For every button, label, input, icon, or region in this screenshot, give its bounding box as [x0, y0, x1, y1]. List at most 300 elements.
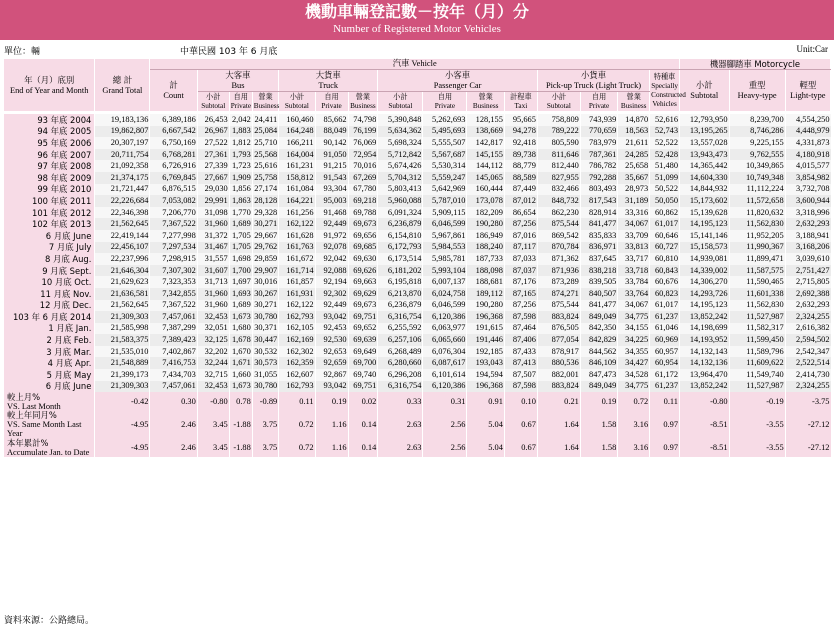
table-cell: 811,646 — [537, 149, 580, 161]
table-cell: 0.67 — [504, 438, 537, 457]
table-cell: 30,780 — [254, 381, 278, 391]
car-business-header: 營業 Business — [467, 92, 504, 113]
table-cell: 6,046,599 — [423, 218, 467, 230]
table-cell: 7,367,522 — [150, 218, 197, 230]
table-cell: 69,626 — [348, 265, 378, 277]
table-cell: 87,464 — [504, 323, 537, 335]
table-cell: 1,723 — [229, 160, 252, 172]
table-cell: 52,743 — [650, 126, 680, 138]
table-cell: 32,244 — [197, 357, 229, 369]
truck-business-header: 營業 Business — [348, 92, 378, 113]
table-cell: 145,065 — [467, 172, 504, 184]
table-cell: 34,155 — [618, 323, 650, 335]
table-cell: 191,446 — [467, 334, 504, 346]
table-cell: 6,087,617 — [423, 357, 467, 369]
table-cell: 92,867 — [315, 369, 348, 381]
table-cell: 1.58 — [580, 411, 617, 438]
table-row — [4, 160, 831, 172]
table-cell: 2,632,293 — [785, 218, 830, 230]
table-cell: 21,535,010 — [95, 346, 150, 358]
table-cell: 24,411 — [252, 113, 278, 126]
table-cell: 0.31 — [423, 392, 467, 411]
table-cell: 194,594 — [467, 369, 504, 381]
table-cell: 743,939 — [580, 113, 617, 126]
table-cell: 5.04 — [467, 438, 504, 457]
table-cell: 87,507 — [504, 369, 537, 381]
table-cell: 19,183,136 — [95, 113, 150, 126]
table-cell: 69,652 — [348, 323, 378, 335]
table-cell: 5,555,507 — [423, 137, 467, 149]
light-header: 輕型 Light-type — [785, 70, 830, 113]
table-cell: 832,466 — [537, 184, 580, 196]
table-cell: 29,667 — [254, 230, 278, 240]
table-cell: -8.51 — [680, 438, 730, 457]
table-cell: 69,685 — [348, 242, 378, 254]
table-row — [4, 276, 831, 288]
pickup-header: 小貨車 Pick-up Truck (Light Truck) — [537, 70, 649, 92]
table-cell: 8,239,700 — [729, 113, 785, 126]
table-cell: 69,639 — [348, 334, 378, 346]
table-cell: 880,536 — [537, 357, 580, 369]
table-cell: 160,460 — [279, 113, 315, 126]
table-cell: 87,449 — [504, 184, 537, 196]
table-cell: 1,705 — [229, 230, 252, 242]
table-cell: 30,573 — [254, 358, 278, 368]
table-cell: 76,069 — [348, 137, 378, 149]
table-cell: 92,302 — [315, 288, 348, 300]
table-cell: 162,105 — [279, 323, 315, 335]
table-cell: 128,155 — [467, 113, 504, 126]
table-cell: 60,862 — [650, 207, 680, 219]
table-cell: 11,582,317 — [729, 323, 785, 335]
table-cell: 13,852,242 — [680, 311, 730, 323]
table-cell: 87,165 — [504, 288, 537, 300]
table-cell: 188,240 — [467, 242, 504, 254]
bus-header: 大客車 Bus — [197, 70, 278, 92]
table-cell: 1,700 — [229, 265, 252, 277]
table-cell: 11,527,987 — [729, 381, 785, 393]
table-cell: 94,278 — [504, 126, 537, 138]
table-cell: 31,372 — [197, 230, 229, 242]
table-cell: 164,248 — [279, 126, 315, 138]
table-cell: 193,043 — [467, 357, 504, 369]
table-cell: 30,271 — [254, 219, 278, 229]
truck-private-header: 自用 Private — [315, 92, 348, 113]
table-cell: 792,288 — [580, 172, 617, 184]
table-cell: 6,316,754 — [378, 311, 423, 323]
table-cell: 840,507 — [580, 288, 617, 300]
table-cell: -0.89 — [252, 392, 278, 411]
table-cell: 27,174 — [254, 184, 278, 194]
table-cell: 836,971 — [580, 242, 617, 254]
table-cell: 3,854,982 — [785, 172, 830, 184]
table-cell: 15,173,602 — [680, 195, 730, 207]
table-cell: 2,414,730 — [785, 369, 830, 381]
table-cell: 11,572,658 — [729, 195, 785, 207]
table-cell: 52,428 — [650, 149, 680, 161]
table-cell: 2.46 — [150, 438, 197, 457]
table-cell: 5,984,553 — [423, 242, 467, 254]
table-cell: 4,448,979 — [785, 126, 830, 138]
table-cell: 29,762 — [254, 242, 278, 252]
table-cell: 841,477 — [580, 300, 617, 312]
table-cell: 69,700 — [348, 357, 378, 369]
table-cell: 50,522 — [650, 184, 680, 196]
bus-private-header: 自用 Private — [229, 92, 252, 113]
table-cell: 91,543 — [315, 172, 348, 184]
table-cell: 835,833 — [580, 230, 617, 242]
table-row — [4, 184, 831, 196]
table-cell: 161,628 — [279, 230, 315, 242]
table-cell: 5,559,247 — [423, 172, 467, 184]
table-cell: 93,304 — [315, 184, 348, 196]
table-cell: 0.97 — [650, 411, 680, 438]
table-cell: 3,732,708 — [785, 184, 830, 196]
table-cell: 92,042 — [315, 253, 348, 265]
table-cell: 33,717 — [618, 253, 650, 265]
table-cell: 92,659 — [315, 357, 348, 369]
table-cell: 76,199 — [348, 126, 378, 138]
table-cell: 7,307,302 — [150, 265, 197, 277]
row-label — [4, 438, 95, 457]
table-cell: 92,653 — [315, 346, 348, 358]
table-cell: 69,663 — [348, 276, 378, 288]
table-cell: 67,269 — [348, 172, 378, 184]
table-cell: 7,053,082 — [150, 195, 197, 207]
table-cell: 0.02 — [348, 392, 378, 411]
table-cell: 92,088 — [315, 265, 348, 277]
table-cell: 1,856 — [229, 184, 252, 196]
table-row — [4, 253, 831, 265]
table-cell: 52,616 — [650, 113, 680, 126]
table-cell: 29,328 — [254, 207, 278, 217]
car-private-header: 自用 Private — [423, 92, 467, 113]
table-cell: 5.04 — [467, 411, 504, 438]
table-cell: 7,323,353 — [150, 276, 197, 288]
table-cell: 161,931 — [279, 288, 315, 300]
table-cell: 61,017 — [650, 300, 680, 312]
table-cell: 31,713 — [197, 276, 229, 288]
table-cell: 11,609,622 — [729, 357, 785, 369]
table-cell: 6,173,514 — [378, 253, 423, 265]
table-cell: 34,225 — [618, 334, 650, 346]
table-cell: 11,549,740 — [729, 369, 785, 381]
table-cell: 1,670 — [229, 346, 252, 358]
table-cell: 6,172,793 — [378, 242, 423, 254]
table-cell: 19,862,807 — [95, 126, 150, 138]
table-cell: 5,567,687 — [423, 149, 467, 161]
table-cell: 25,084 — [254, 126, 278, 136]
table-cell: 3.75 — [252, 411, 278, 438]
table-row — [4, 172, 831, 184]
table-cell: 5,960,088 — [378, 195, 423, 207]
table-cell: 30,371 — [254, 323, 278, 333]
table-cell: 92,453 — [315, 323, 348, 335]
table-cell: 196,368 — [467, 381, 504, 393]
table-cell: 6,213,870 — [378, 288, 423, 300]
table-cell: 14,293,726 — [680, 288, 730, 300]
table-cell: 11,990,367 — [729, 242, 785, 254]
table-row — [4, 381, 831, 393]
unit-label: 單位：輛 — [4, 47, 41, 57]
table-cell: 189,112 — [467, 288, 504, 300]
table-cell: 15,141,146 — [680, 230, 730, 242]
table-cell: 162,169 — [279, 334, 315, 346]
table-cell: 33,316 — [618, 207, 650, 219]
table-cell: 32,125 — [197, 334, 229, 346]
table-cell: 22,419,144 — [95, 230, 150, 242]
table-cell: 138,669 — [467, 126, 504, 138]
table-cell: 15,158,573 — [680, 242, 730, 254]
table-cell: 758,809 — [537, 113, 580, 126]
table-cell: 87,598 — [504, 311, 537, 323]
table-cell: 2.46 — [150, 411, 197, 438]
row-label: 99 年底 2010 — [4, 184, 95, 196]
pickup-private-header: 自用 Private — [580, 92, 617, 113]
table-cell: 3.75 — [252, 438, 278, 457]
special-header: 特種車 Specially Constructed Vehicles — [650, 70, 680, 113]
table-cell: 1,689 — [229, 300, 252, 312]
table-row — [4, 137, 831, 149]
bus-subtotal-header: 小計 Subtotal — [197, 92, 229, 113]
row-label: 1 月底 Jan. — [4, 323, 95, 335]
table-cell: 1,680 — [229, 323, 252, 335]
table-row — [4, 323, 831, 335]
table-cell: 783,979 — [580, 137, 617, 149]
table-cell: 5,674,426 — [378, 160, 423, 172]
truck-subtotal-header: 小計 Subtotal — [279, 92, 315, 113]
table-cell: 11,601,338 — [729, 288, 785, 300]
table-cell: 190,280 — [467, 218, 504, 230]
table-cell: 6,236,879 — [378, 300, 423, 312]
row-label-en: Accumulate Jan. to Date — [7, 447, 90, 457]
table-cell: 145,155 — [467, 149, 504, 161]
table-cell: -3.55 — [729, 411, 785, 438]
table-cell: 60,676 — [650, 276, 680, 288]
table-cell: -0.19 — [729, 392, 785, 411]
table-cell: 161,231 — [279, 160, 315, 172]
bus-business-header: 營業 Business — [252, 92, 278, 113]
table-cell: 874,271 — [537, 288, 580, 300]
table-cell: 60,823 — [650, 288, 680, 300]
table-cell: 21,721,447 — [95, 184, 150, 196]
table-cell: 31,607 — [197, 265, 229, 277]
table-cell: 870,784 — [537, 242, 580, 254]
truck-header: 大貨車 Truck — [279, 70, 378, 92]
table-cell: 88,779 — [504, 160, 537, 172]
table-cell: 30,267 — [254, 288, 278, 298]
table-row — [4, 346, 831, 358]
table-cell: 190,280 — [467, 300, 504, 312]
table-cell: 0.72 — [279, 438, 315, 457]
table-cell: 0.72 — [279, 411, 315, 438]
table-cell: 817,543 — [580, 195, 617, 207]
table-cell: 2,542,347 — [785, 346, 830, 358]
table-cell: 3.45 — [197, 438, 229, 457]
table-cell: 22,226,684 — [95, 195, 150, 207]
table-cell: 4,015,577 — [785, 160, 830, 172]
row-label: 94 年底 2005 — [4, 126, 95, 138]
table-cell: 21,583,375 — [95, 334, 150, 346]
table-cell: 87,176 — [504, 276, 537, 288]
table-cell: 3.45 — [197, 411, 229, 438]
table-cell: 6,389,186 — [150, 113, 197, 126]
table-cell: 2,632,293 — [785, 300, 830, 312]
table-cell: 0.11 — [650, 392, 680, 411]
table-cell: 6,236,879 — [378, 218, 423, 230]
table-cell: 162,793 — [279, 311, 315, 323]
table-cell: 7,416,753 — [150, 357, 197, 369]
table-cell: -4.95 — [95, 438, 150, 457]
table-cell: 35,667 — [618, 172, 650, 184]
table-cell: 873,289 — [537, 276, 580, 288]
pickup-business-header: 營業 Business — [618, 92, 650, 113]
table-cell: 13,852,242 — [680, 381, 730, 393]
table-cell: 2.63 — [378, 411, 423, 438]
table-cell: 30,447 — [254, 335, 278, 345]
table-cell: 1,863 — [229, 195, 252, 207]
row-label: 7 月底 July — [4, 242, 95, 254]
row-label-en: VS. Same Month Last Year — [7, 420, 82, 439]
table-cell: 91,972 — [315, 230, 348, 242]
table-cell: 0.78 — [229, 392, 252, 411]
table-cell: 50,050 — [650, 195, 680, 207]
table-cell: 92,530 — [315, 334, 348, 346]
table-cell: 161,857 — [279, 276, 315, 288]
table-cell: 837,645 — [580, 253, 617, 265]
percent-change-row — [4, 411, 831, 438]
table-cell: 61,046 — [650, 323, 680, 335]
table-cell: 1,698 — [229, 253, 252, 265]
table-cell: 1,812 — [229, 137, 252, 149]
row-label-cn: 本年累計% — [7, 437, 49, 448]
table-cell: 846,109 — [580, 357, 617, 369]
table-cell: 60,957 — [650, 346, 680, 358]
table-cell: 196,368 — [467, 311, 504, 323]
table-row — [4, 334, 831, 346]
table-cell: 60,810 — [650, 253, 680, 265]
table-cell: 11,562,830 — [729, 218, 785, 230]
table-cell: 34,775 — [618, 381, 650, 393]
table-cell: 6,769,845 — [150, 172, 197, 184]
table-cell: 13,557,028 — [680, 137, 730, 149]
table-cell: 30,271 — [254, 300, 278, 310]
table-cell: 93,042 — [315, 311, 348, 323]
table-cell: 14,870 — [618, 113, 650, 126]
table-cell: 90,142 — [315, 137, 348, 149]
table-cell: 0.67 — [504, 411, 537, 438]
table-cell: -0.80 — [680, 392, 730, 411]
table-cell: 20,307,197 — [95, 137, 150, 149]
table-cell: 31,467 — [197, 242, 229, 254]
table-cell: 6,726,916 — [150, 160, 197, 172]
table-cell: 32,453 — [197, 381, 229, 393]
table-cell: 828,914 — [580, 207, 617, 219]
table-cell: 161,256 — [279, 207, 315, 219]
table-row — [4, 126, 831, 138]
table-cell: 11,599,450 — [729, 334, 785, 346]
table-cell: 162,122 — [279, 300, 315, 312]
table-cell: 161,084 — [279, 184, 315, 196]
table-cell: 0.14 — [348, 438, 378, 457]
table-cell: 91,050 — [315, 149, 348, 161]
table-cell: 12,793,950 — [680, 113, 730, 126]
table-cell: 61,237 — [650, 381, 680, 393]
table-cell: 31,960 — [197, 300, 229, 312]
table-cell: 1.16 — [315, 411, 348, 438]
table-cell: 188,098 — [467, 265, 504, 277]
table-cell: 9,762,555 — [729, 149, 785, 161]
table-cell: 14,195,123 — [680, 300, 730, 312]
table-cell: 5,803,413 — [378, 184, 423, 196]
row-label-cn: 較上月% — [7, 391, 41, 402]
table-cell: 1,693 — [229, 288, 252, 300]
table-cell: 1,689 — [229, 218, 252, 230]
table-cell: 69,218 — [348, 195, 378, 207]
table-cell: 87,598 — [504, 381, 537, 393]
table-cell: 5,993,104 — [423, 265, 467, 277]
table-cell: 5,390,848 — [378, 113, 423, 126]
table-cell: 87,406 — [504, 334, 537, 346]
table-cell: 14,193,952 — [680, 334, 730, 346]
table-cell: 4,331,873 — [785, 137, 830, 149]
table-cell: 33,784 — [618, 276, 650, 288]
table-cell: 6,257,106 — [378, 334, 423, 346]
table-cell: 7,457,061 — [150, 311, 197, 323]
table-cell: 61,017 — [650, 218, 680, 230]
row-label-cn: 較上年同月% — [7, 410, 57, 421]
table-cell: 91,468 — [315, 207, 348, 219]
table-row — [4, 113, 831, 126]
table-cell: 14,132,143 — [680, 346, 730, 358]
table-cell: 87,033 — [504, 253, 537, 265]
row-label: 6 月底 June — [4, 381, 95, 393]
table-cell: 61,172 — [650, 369, 680, 381]
table-cell: 1,678 — [229, 334, 252, 346]
table-cell: 85,662 — [315, 113, 348, 126]
table-cell: 51,480 — [650, 160, 680, 172]
row-label: 4 月底 Apr. — [4, 357, 95, 369]
table-cell: 34,067 — [618, 218, 650, 230]
row-label: 9 月底 Sept. — [4, 265, 95, 277]
table-cell: 5,530,314 — [423, 160, 467, 172]
table-cell: 803,493 — [580, 184, 617, 196]
table-cell: 161,714 — [279, 265, 315, 277]
table-cell: 60,969 — [650, 334, 680, 346]
table-cell: 6,316,754 — [378, 381, 423, 393]
page-subtitle: Number of Registered Motor Vehicles — [333, 23, 501, 35]
table-row — [4, 242, 831, 254]
table-cell: 5,262,693 — [423, 113, 467, 126]
table-cell: 805,590 — [537, 137, 580, 149]
table-cell: 69,649 — [348, 346, 378, 358]
table-cell: -1.88 — [229, 411, 252, 438]
table-cell: 842,829 — [580, 334, 617, 346]
table-cell: 11,590,465 — [729, 276, 785, 288]
table-cell: 86,654 — [504, 207, 537, 219]
table-cell: 1,673 — [229, 381, 252, 393]
table-cell: 32,453 — [197, 311, 229, 323]
table-cell: -3.55 — [729, 438, 785, 457]
table-cell: 27,522 — [197, 137, 229, 149]
table-cell: 5,634,362 — [378, 126, 423, 138]
table-cell: 31,960 — [197, 288, 229, 300]
table-cell: 33,813 — [618, 242, 650, 254]
table-cell: 87,012 — [504, 195, 537, 207]
table-cell: 18,563 — [618, 126, 650, 138]
table-cell: 14,198,699 — [680, 323, 730, 335]
table-cell: 2,751,427 — [785, 265, 830, 277]
